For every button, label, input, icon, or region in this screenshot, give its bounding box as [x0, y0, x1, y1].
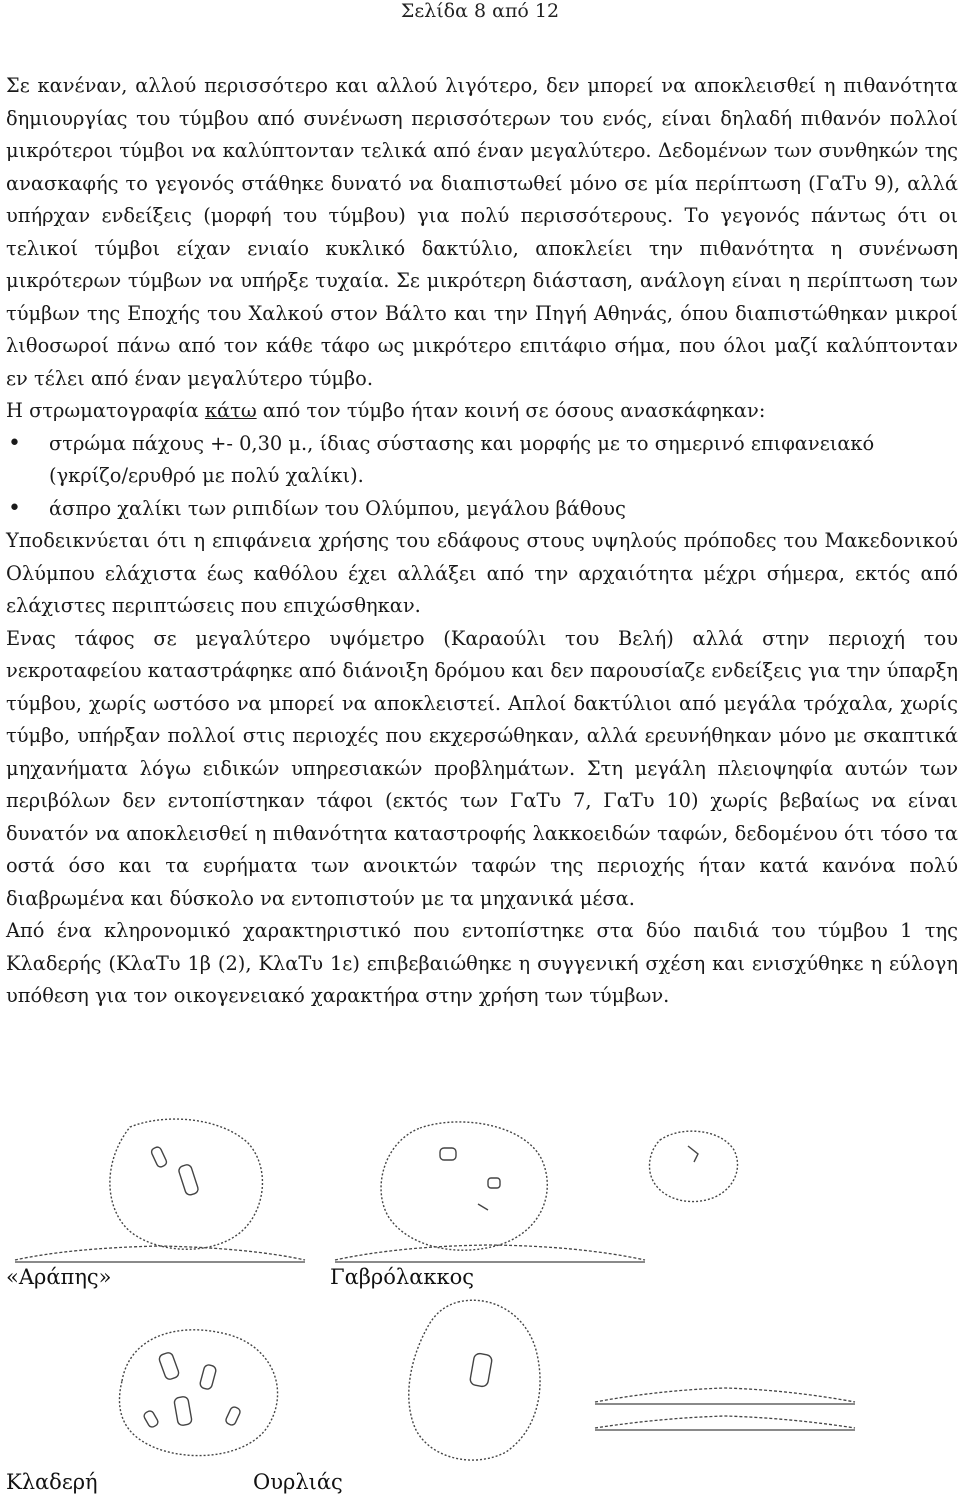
stratigraphy-list [6, 428, 958, 526]
stratigraphy-intro-end: από τον τύμβο ήταν κοινή σε όσους ανασκάφηκαν: [256, 399, 766, 422]
stratigraphy-underlined-word: κάτω [204, 399, 257, 422]
paragraph-land-surface: Υποδεικνύεται ότι η επιφάνεια χρήσης του εδάφους στους υψηλούς πρόποδες του Μακεδονικού Ολύμπου ελάχιστα έως καθόλου έχει αλλάξει από την αρχαιότητα μέχρι σήμερα, εκτός από ελάχιστες περιπτώσεις που επιχώσθηκαν. [6, 529, 958, 617]
kladeri-tumulus-plan [80, 1315, 310, 1465]
stratigraphy-intro [6, 395, 958, 428]
caption-arapis: «Αράπης» [6, 1265, 112, 1289]
page-number-header: Σελίδα 8 από 12 [400, 0, 560, 22]
main-text [6, 70, 958, 1013]
caption-gavrolakkos: Γαβρόλακκος [330, 1265, 475, 1289]
caption-ourlias: Ουρλιάς [253, 1470, 343, 1494]
ourlias-section-drawing [590, 1380, 860, 1440]
paragraph-kinship: Από ένα κληρονομικό χαρακτηριστικό που εντοπίστηκε στα δύο παιδιά του τύμβου 1 της Κλαδερής (ΚλαΤυ 1β (2), ΚλαΤυ 1ε) επιβεβαιώθηκε η συγγενική σχέση και ενισχύθηκε η εύλογη υπόθεση για τον οικογενειακό χαρακτήρα στην χρήση των τύμβων. [6, 919, 958, 1007]
caption-kladeri: Κλαδερή [6, 1470, 98, 1494]
stratigraphy-item-1: • στρώμα πάχους +- 0,30 μ., ίδιας σύστασης και μορφής με το σημερινό επιφανειακό (γκρίζο/ερυθρό με πολύ χαλίκι). [6, 428, 958, 493]
ourlias-tumulus-plan [380, 1290, 580, 1470]
gavrolakkos-tumulus-plan-right [640, 1120, 750, 1210]
paragraph-karaouli-grave: Ενας τάφος σε μεγαλύτερο υψόμετρο (Καραούλι του Βελή) αλλά στην περιοχή του νεκροταφείου καταστράφηκε από διάνοιξη δρόμου και δεν παρουσίαζε ενδείξεις για την ύπαρξη τύμβου, χωρίς ωστόσο να μπορεί να αποκλειστεί. Απλοί δακτύλιοι από μεγάλα τρόχαλα, χωρίς τύμβο, υπήρξαν πολλοί στις περιοχές που εκχερσώθηκαν, αλλά ερευνήθηκαν μόνο με σκαπτικά μηχανήματα λόγω ειδικών υπηρεσιακών προβλημάτων. Στη μεγάλη πλειοψηφία αυτών των περιβόλων δεν εντοπίστηκαν τάφοι (εκτός των ΓαΤυ 7, ΓαΤυ 10) χωρίς βεβαίως να είναι δυνατόν να αποκλεισθεί η πιθανότητα καταστροφής λακκοειδών ταφών, δεδομένου ότι τόσο τα οστά όσο και τα ευρήματα των ανοικτών ταφών της περιοχής ήταν κατά κανόνα πολύ διαβρωμένα και δύσκολο να εντοπιστούν με τα μηχανικά μέσα. [6, 626, 958, 910]
stratigraphy-item-2: • άσπρο χαλίκι των ριπιδίων του Ολύμπου, μεγάλου βάθους [6, 493, 958, 526]
paragraph-merging-tumuli: Σε κανέναν, αλλού περισσότερο και αλλού λιγότερο, δεν μπορεί να αποκλεισθεί η πιθανότητα δημιουργίας του τύμβου από συνένωση περισσότερων του ενός, είναι δηλαδή πιθανόν πολλοί μικρότεροι τύμβοι να καλύπτονταν τελικά από έναν μεγαλύτερο. Δεδομένων των συνθηκών της ανασκαφής το γεγονός στάθηκε δυνατό να διαπιστωθεί μόνο σε μία περίπτωση (ΓαΤυ 9), αλλά υπήρχαν ενδείξεις (μορφή του τύμβου) για πολύ περισσότερους. Το γεγονός πάντως ότι οι τελικοί τύμβοι είχαν ενιαίο κυκλικό δακτύλιο, αποκλείει την πιθανότητα η συνένωση μικρότερων τύμβων να υπήρξε τυχαία. Σε μικρότερη διάσταση, ανάλογη είναι η περίπτωση των τύμβων της Εποχής του Χαλκού στον Βάλτο και την Πηγή Αθηνάς, όπου διαπιστώθηκαν μικροί λιθοσωροί πάνω από τον κάθε τάφο ως μικρότερο επιτάφιο σήμα, που όλοι μαζί καλύπτονταν εν τέλει από έναν μεγαλύτερο τύμβο. [6, 74, 958, 390]
stratigraphy-intro-start: Η στρωματογραφία [6, 399, 205, 422]
gavrolakkos-tumulus-plan-left [350, 1110, 580, 1260]
